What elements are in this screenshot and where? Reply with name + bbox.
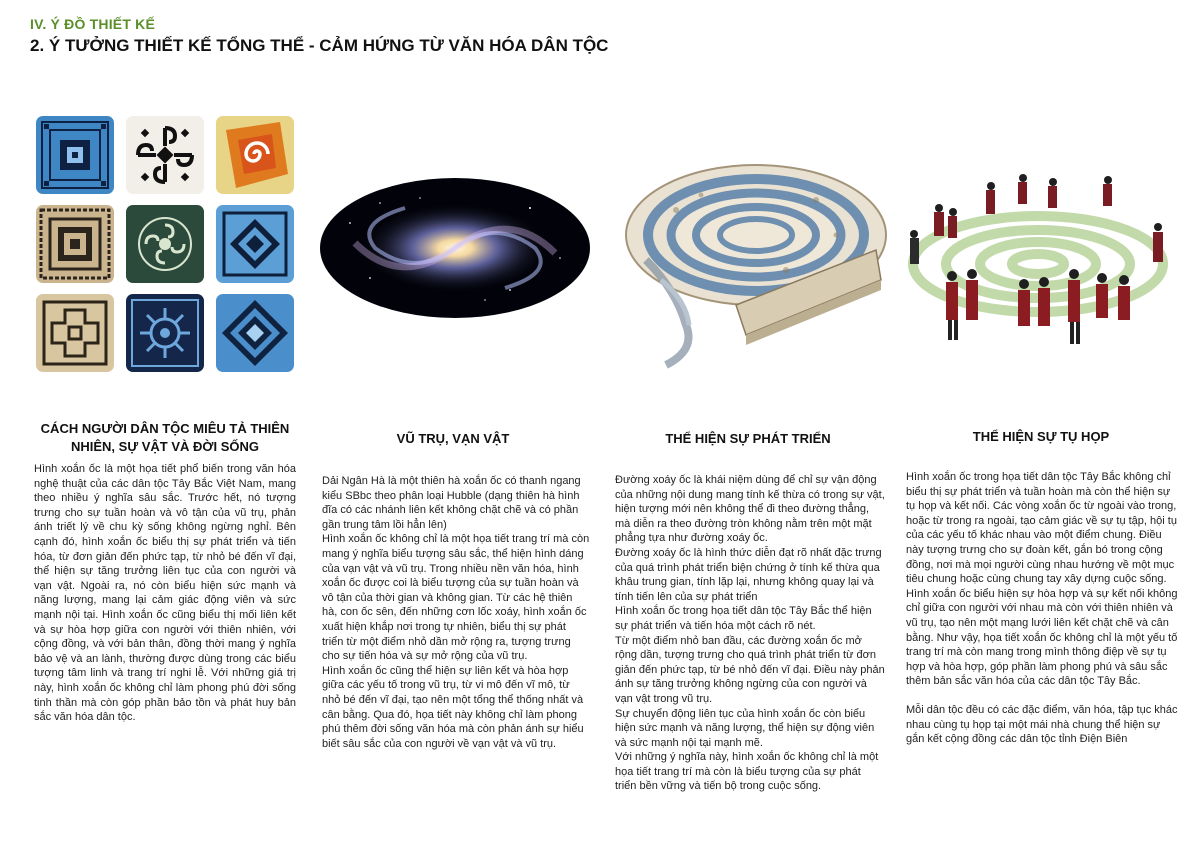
paragraph: Hình xoắn ốc không chỉ là một họa tiết trang trí mà còn mang ý nghĩa biểu tượng sâu sắc, thể hiện hình dáng của vạn vật và vũ trụ. Trong nhiều nền văn hóa, hình xoắn ốc được coi là biểu tượng của sự tuần hoàn và vô tận của thời gian và không gian. Từ các hệ thiên hà, con ốc sên, đến những cơn lốc xoáy, hình xoắn ốc xuất hiện khắp nơi trong tự nhiên, biểu thị sự phát triển từ một điểm nhỏ dần mở rộng ra, tượng trưng cho sự tiến hóa và sự mở rộng của vũ trụ. xyxy=(322,533,590,663)
paragraph: Hình xoắn ốc trong họa tiết dân tộc Tây Bắc thể hiện sự phát triển và tiến hóa một cách rõ nét. xyxy=(615,605,872,632)
column-body xyxy=(615,473,885,794)
pattern-tile xyxy=(216,294,294,372)
pattern-tile xyxy=(36,294,114,372)
paragraph: Dải Ngân Hà là một thiên hà xoắn ốc có thanh ngang kiểu SBbc theo phân loại Hubble (dạng thiên hà hình đĩa có các nhánh liên kết không chặt chẽ và có phần gần trung tâm lồi hẳn lên) xyxy=(322,475,581,531)
paragraph: Đường xoáy ốc là khái niệm dùng để chỉ sự vận động của những nội dung mang tính kế thừa có trong sự vật, hiện tượng mới nên không thể đi theo đường thẳng, mà diễn ra theo đường tròn không nằm trên một mặt phẳng tựa như đường xoáy ốc. xyxy=(615,474,885,545)
pattern-tile xyxy=(36,205,114,283)
page-header xyxy=(30,16,608,56)
pattern-tile xyxy=(126,116,204,194)
paragraph: Mỗi dân tộc đều có các đặc điểm, văn hóa, tập tục khác nhau cùng tụ họp tại một mái nhà chung thể hiện sự gắn kết cộng đồng các dân tộc tỉnh Điện Biên xyxy=(906,703,1178,746)
pattern-tile xyxy=(216,116,294,194)
column-heading: CÁCH NGƯỜI DÂN TỘC MIÊU TẢ THIÊN NHIÊN, SỰ VẬT VÀ ĐỜI SỐNG xyxy=(40,421,290,454)
spiral-timeline-image xyxy=(606,140,888,375)
gathering-image xyxy=(898,172,1180,357)
galaxy-image xyxy=(320,178,590,318)
column-body xyxy=(34,462,296,725)
paragraph: Với những ý nghĩa này, hình xoắn ốc không chỉ là một họa tiết trang trí mà còn là biểu tượng của sự phát triển bền vững và tiến bộ trong cuộc sống. xyxy=(615,751,879,793)
page-title: 2. Ý TƯỞNG THIẾT KẾ TỔNG THỂ - CẢM HỨNG TỪ VĂN HÓA DÂN TỘC xyxy=(30,36,609,55)
column-body xyxy=(906,470,1178,747)
pattern-tile xyxy=(36,116,114,194)
column-heading: THỂ HIỆN SỰ TỤ HỌP xyxy=(972,429,1110,444)
paragraph: Từ một điểm nhỏ ban đầu, các đường xoắn ốc mở rộng dần, tượng trưng cho quá trình phát triển từ đơn giản đến phức tạp, từ bé nhỏ đến vĩ đại. Điều này phản ánh sự tăng trưởng không ngừng của con người và vạn vật trong vũ trụ. xyxy=(615,634,885,705)
pattern-tile xyxy=(126,294,204,372)
column-body xyxy=(322,474,590,751)
paragraph: Hình xoắn ốc là một họa tiết phổ biến trong văn hóa nghệ thuật của các dân tộc Tây Bắc Việt Nam, mang theo nhiều ý nghĩa sâu sắc. Trước hết, nó tượng trưng cho sự tuần hoàn và vô tận của vũ trụ, phản ánh triết lý về chu kỳ sống không ngừng nghỉ. Bên cạnh đó, hình xoắn ốc biểu thị sự phát triển và tiến hóa, từ đơn giản đến phức tạp, từ nhỏ bé đến vĩ đại, thể hiện sự tăng trưởng liên tục của con người và vạn vật. Ngoài ra, nó còn biểu hiện sức mạnh và năng lượng, mang lại cảm giác động viên và sức mạnh nội tại. Hình xoắn ốc cũng biểu thị mối liên kết và sự hòa hợp giữa con người với thiên nhiên, với cộng đồng, và với bản thân, đồng thời mang ý nghĩa bảo vệ và an lành, thường được dùng trong các biểu tượng tâm linh và trang trí nghi lễ. Với những giá trị này, hình xoắn ốc không chỉ làm phong phú đời sống tinh thần mà còn góp phần bảo tồn và phát huy bản sắc văn hóa dân tộc. xyxy=(34,463,296,724)
section-label: IV. Ý ĐỒ THIẾT KẾ xyxy=(30,16,156,32)
column-heading: VŨ TRỤ, VẠN VẬT xyxy=(396,431,510,446)
paragraph: Hình xoắn ốc cũng thể hiện sự liên kết và hòa hợp giữa các yếu tố trong vũ trụ, từ vi mô đến vĩ mô, từ nhỏ bé đến vĩ đại, tạo nên một tổng thể thống nhất và cân bằng. Qua đó, họa tiết này không chỉ làm phong phú thêm đời sống văn hóa mà còn phản ánh sự hiểu biết sâu sắc của con người về vạn vật và vũ trụ. xyxy=(322,664,584,750)
paragraph: Hình xoắn ốc trong họa tiết dân tộc Tây Bắc không chỉ biểu thị sự phát triển và tuần hoàn mà còn thể hiện sự tụ họp và kết nối. Các vòng xoắn ốc từ ngoài vào trong, hoặc từ trong ra ngoài, tạo cảm giác về sự tụ tập, hội tụ của các yếu tố khác nhau vào một điểm chung. Điều này tượng trưng cho sự đoàn kết, gắn bó trong cộng đồng, nơi mà mọi người cùng nhau hướng về một mục tiêu chung hoặc cùng chung tay xây dựng cuộc sống. Hình xoắn ốc biểu hiện sự hòa hợp và sự kết nối không chỉ giữa con người với nhau mà còn với thiên nhiên và vũ trụ, tạo nên một mạng lưới liên kết chặt chẽ và cân bằng. Như vậy, họa tiết xoắn ốc không chỉ là một yếu tố trang trí mà còn mang trong mình thông điệp về sự tụ hợp và hòa hợp, góp phần làm phong phú và sâu sắc thêm bản sắc văn hóa của các dân tộc Tây Bắc. xyxy=(906,471,1178,688)
paragraph: Đường xoáy ốc là hình thức diễn đạt rõ nhất đặc trưng của quá trình phát triển biện chứng ở tính kế thừa qua khâu trung gian, tính lặp lại, nhưng không quay lại và tính tiến lên của sự phát triển xyxy=(615,546,882,603)
pattern-tile xyxy=(216,205,294,283)
paragraph: Sự chuyển động liên tục của hình xoắn ốc còn biểu hiện sức mạnh và năng lượng, thể hiện sự động viên và sức mạnh nội tại mạnh mẽ. xyxy=(615,707,875,749)
column-heading: THỂ HIỆN SỰ PHÁT TRIỂN xyxy=(665,431,831,446)
pattern-tile xyxy=(126,205,204,283)
pattern-tiles-grid xyxy=(36,116,294,372)
